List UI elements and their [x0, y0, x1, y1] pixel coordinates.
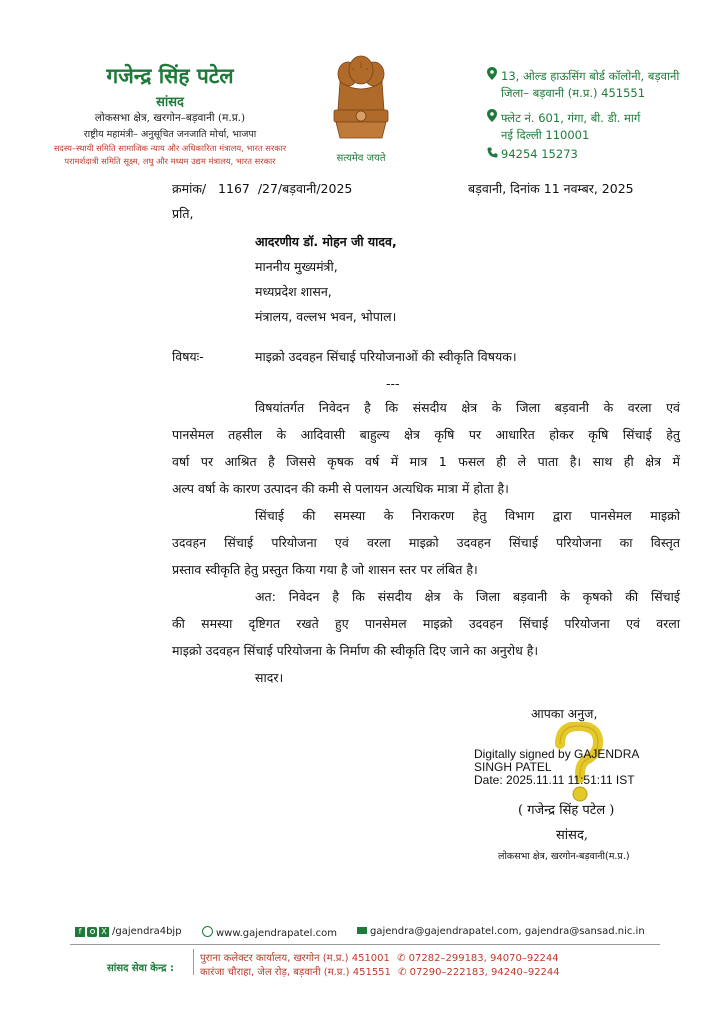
phone-line: [487, 147, 578, 161]
para1-line3: वर्षा पर आश्रित है जिससे कृषक वर्ष में मात्र 1 फसल ही ले पाता है। साथ ही क्षेत्र में: [172, 454, 680, 469]
para2-line2: उदवहन सिंचाई परियोजना एवं वरला माइक्रो उदवहन सिंचाई परियोजना का विस्तृत: [172, 535, 680, 550]
mail-icon: [357, 927, 367, 934]
para3-line1: अत: निवेदन है कि संसदीय क्षेत्र के जिला बड़वानी के कृषको की सिंचाई: [255, 589, 680, 604]
phone-icon: ✆: [397, 953, 406, 964]
kendra-label: सांसद सेवा केन्द्र :: [107, 963, 174, 974]
para1-line4: अल्प वर्षा के कारण उत्पादन की कमी से पलायन अत्यधिक मात्रा में होता है।: [172, 481, 509, 496]
address-1-line2: जिला– बड़वानी (म.प्र.) 451551: [501, 86, 646, 100]
location-pin-icon: [487, 67, 501, 83]
para2-line3: प्रस्ताव स्वीकृति हेतु प्रस्तुत किया गया है जो शासन स्तर पर लंबित है।: [172, 562, 478, 577]
para3-line2: की समस्या दृष्टिगत रखते हुए पानसेमल माइक्रो उदवहन सिंचाई परियोजना एवं वरला: [172, 616, 680, 631]
separator: ---: [386, 376, 400, 391]
email-links[interactable]: gajendra@gajendrapatel.com, gajendra@sansad.nic.in: [370, 926, 645, 937]
phone-number: 94254 15273: [501, 147, 578, 161]
para1-line1: विषयांतर्गत निवेदन है कि संसदीय क्षेत्र के जिला बड़वानी के वरला एवं: [255, 400, 680, 415]
mp-constituency: लोकसभा क्षेत्र, खरगोन–बड़वानी (म.प्र.): [94, 112, 246, 124]
facebook-icon[interactable]: f: [75, 927, 85, 937]
footer-vertical-divider: [193, 949, 194, 975]
mp-committee-1: सदस्य–स्थायी समिति सामाजिक न्याय और अधिकारिता मंत्रालय, भारत सरकार: [53, 143, 287, 153]
location-pin-icon: [487, 109, 501, 125]
address-2-line1: [487, 109, 640, 126]
recipient-name: आदरणीय डॉ. मोहन जी यादव,: [255, 234, 397, 249]
office-2: कारंजा चौराहा, जेल रोड़, बड़वानी (म.प्र.) 451551 ✆ 07290–222183, 94240–92244: [200, 967, 560, 978]
signatory-constituency: लोकसभा क्षेत्र, खरगोन-बड़वानी(म.प्र.): [498, 851, 630, 862]
office-2-phone: 07290–222183, 94240–92244: [409, 967, 560, 978]
closing-line: आपका अनुज,: [531, 706, 598, 721]
address-2-line2: नई दिल्ली 110001: [501, 128, 590, 142]
mp-designation: सांसद: [156, 95, 184, 110]
signatory-name: ( गजेन्द्र सिंह पटेल ): [518, 803, 615, 818]
reference-number: क्रमांक/ 1167 /27/बड़वानी/2025: [172, 181, 353, 196]
letter-date: बड़वानी, दिनांक 11 नवम्बर, 2025: [468, 181, 634, 196]
national-emblem-icon: [322, 52, 400, 164]
x-twitter-icon[interactable]: X: [99, 927, 109, 937]
subject-label: विषयः-: [172, 349, 204, 364]
digital-signature-line3: Date: 2025.11.11 11:51:11 IST: [474, 773, 635, 787]
digital-signature-line2: SINGH PATEL: [474, 760, 552, 774]
signatory-designation: सांसद,: [556, 828, 588, 843]
address-2-line1-text: फ्लेट नं. 601, गंगा, बी. डी. मार्ग: [501, 111, 641, 125]
mp-party-role: राष्ट्रीय महामंत्री– अनुसूचित जनजाति मोर्चा, भाजपा: [83, 129, 257, 140]
footer-social: [75, 926, 182, 937]
website-link[interactable]: www.gajendrapatel.com: [216, 928, 337, 939]
phone-icon: [487, 147, 501, 161]
address-1-line1-text: 13, ओल्ड हाऊसिंग बोर्ड कॉलोनी, बड़वानी: [501, 69, 680, 83]
digital-signature: [474, 748, 639, 787]
office-1: पुराना कलेक्टर कार्यालय, खरगोन (म.प्र.) 451001 ✆ 07282–299183, 94070–92244: [200, 953, 559, 964]
prati-label: प्रति,: [172, 206, 194, 221]
mp-committee-2: परामर्शदात्री समिति सूक्ष्म, लघु और मध्यम उद्यम मंत्रालय, भारत सरकार: [64, 156, 276, 166]
recipient-address: मंत्रालय, वल्लभ भवन, भोपाल।: [255, 309, 397, 324]
mp-name: गजेन्द्र सिंह पटेल: [106, 63, 234, 88]
globe-icon: [202, 926, 213, 937]
digital-signature-line1: Digitally signed by GAJENDRA: [474, 747, 640, 761]
footer-website: [202, 926, 337, 939]
phone-icon: ✆: [398, 967, 407, 978]
footer-divider: [70, 944, 660, 945]
office-1-phone: 07282–299183, 94070–92244: [408, 953, 559, 964]
recipient-title: माननीय मुख्यमंत्री,: [255, 259, 338, 274]
para3-line3: माइक्रो उदवहन सिंचाई परियोजना के निर्माण की स्वीकृति दिए जाने का अनुरोध है।: [172, 643, 539, 658]
para1-line2: पानसेमल तहसील के आदिवासी बाहुल्य क्षेत्र कृषि पर आधारित होकर कृषि सिंचाई हेतु: [172, 427, 680, 442]
para2-line1: सिंचाई की समस्या के निराकरण हेतु विभाग द्वारा पानसेमल माइक्रो: [255, 508, 680, 523]
address-1-line1: [487, 67, 679, 84]
subject-text: माइक्रो उदवहन सिंचाई परियोजनाओं की स्वीकृति विषयक।: [255, 349, 517, 364]
recipient-govt: मध्यप्रदेश शासन,: [255, 284, 332, 299]
footer-emails: [357, 926, 645, 937]
emblem-motto: सत्यमेव जयते: [336, 153, 386, 164]
sadar: सादर।: [255, 670, 284, 685]
social-handle[interactable]: /gajendra4bjp: [112, 926, 182, 937]
instagram-icon[interactable]: [87, 927, 97, 937]
